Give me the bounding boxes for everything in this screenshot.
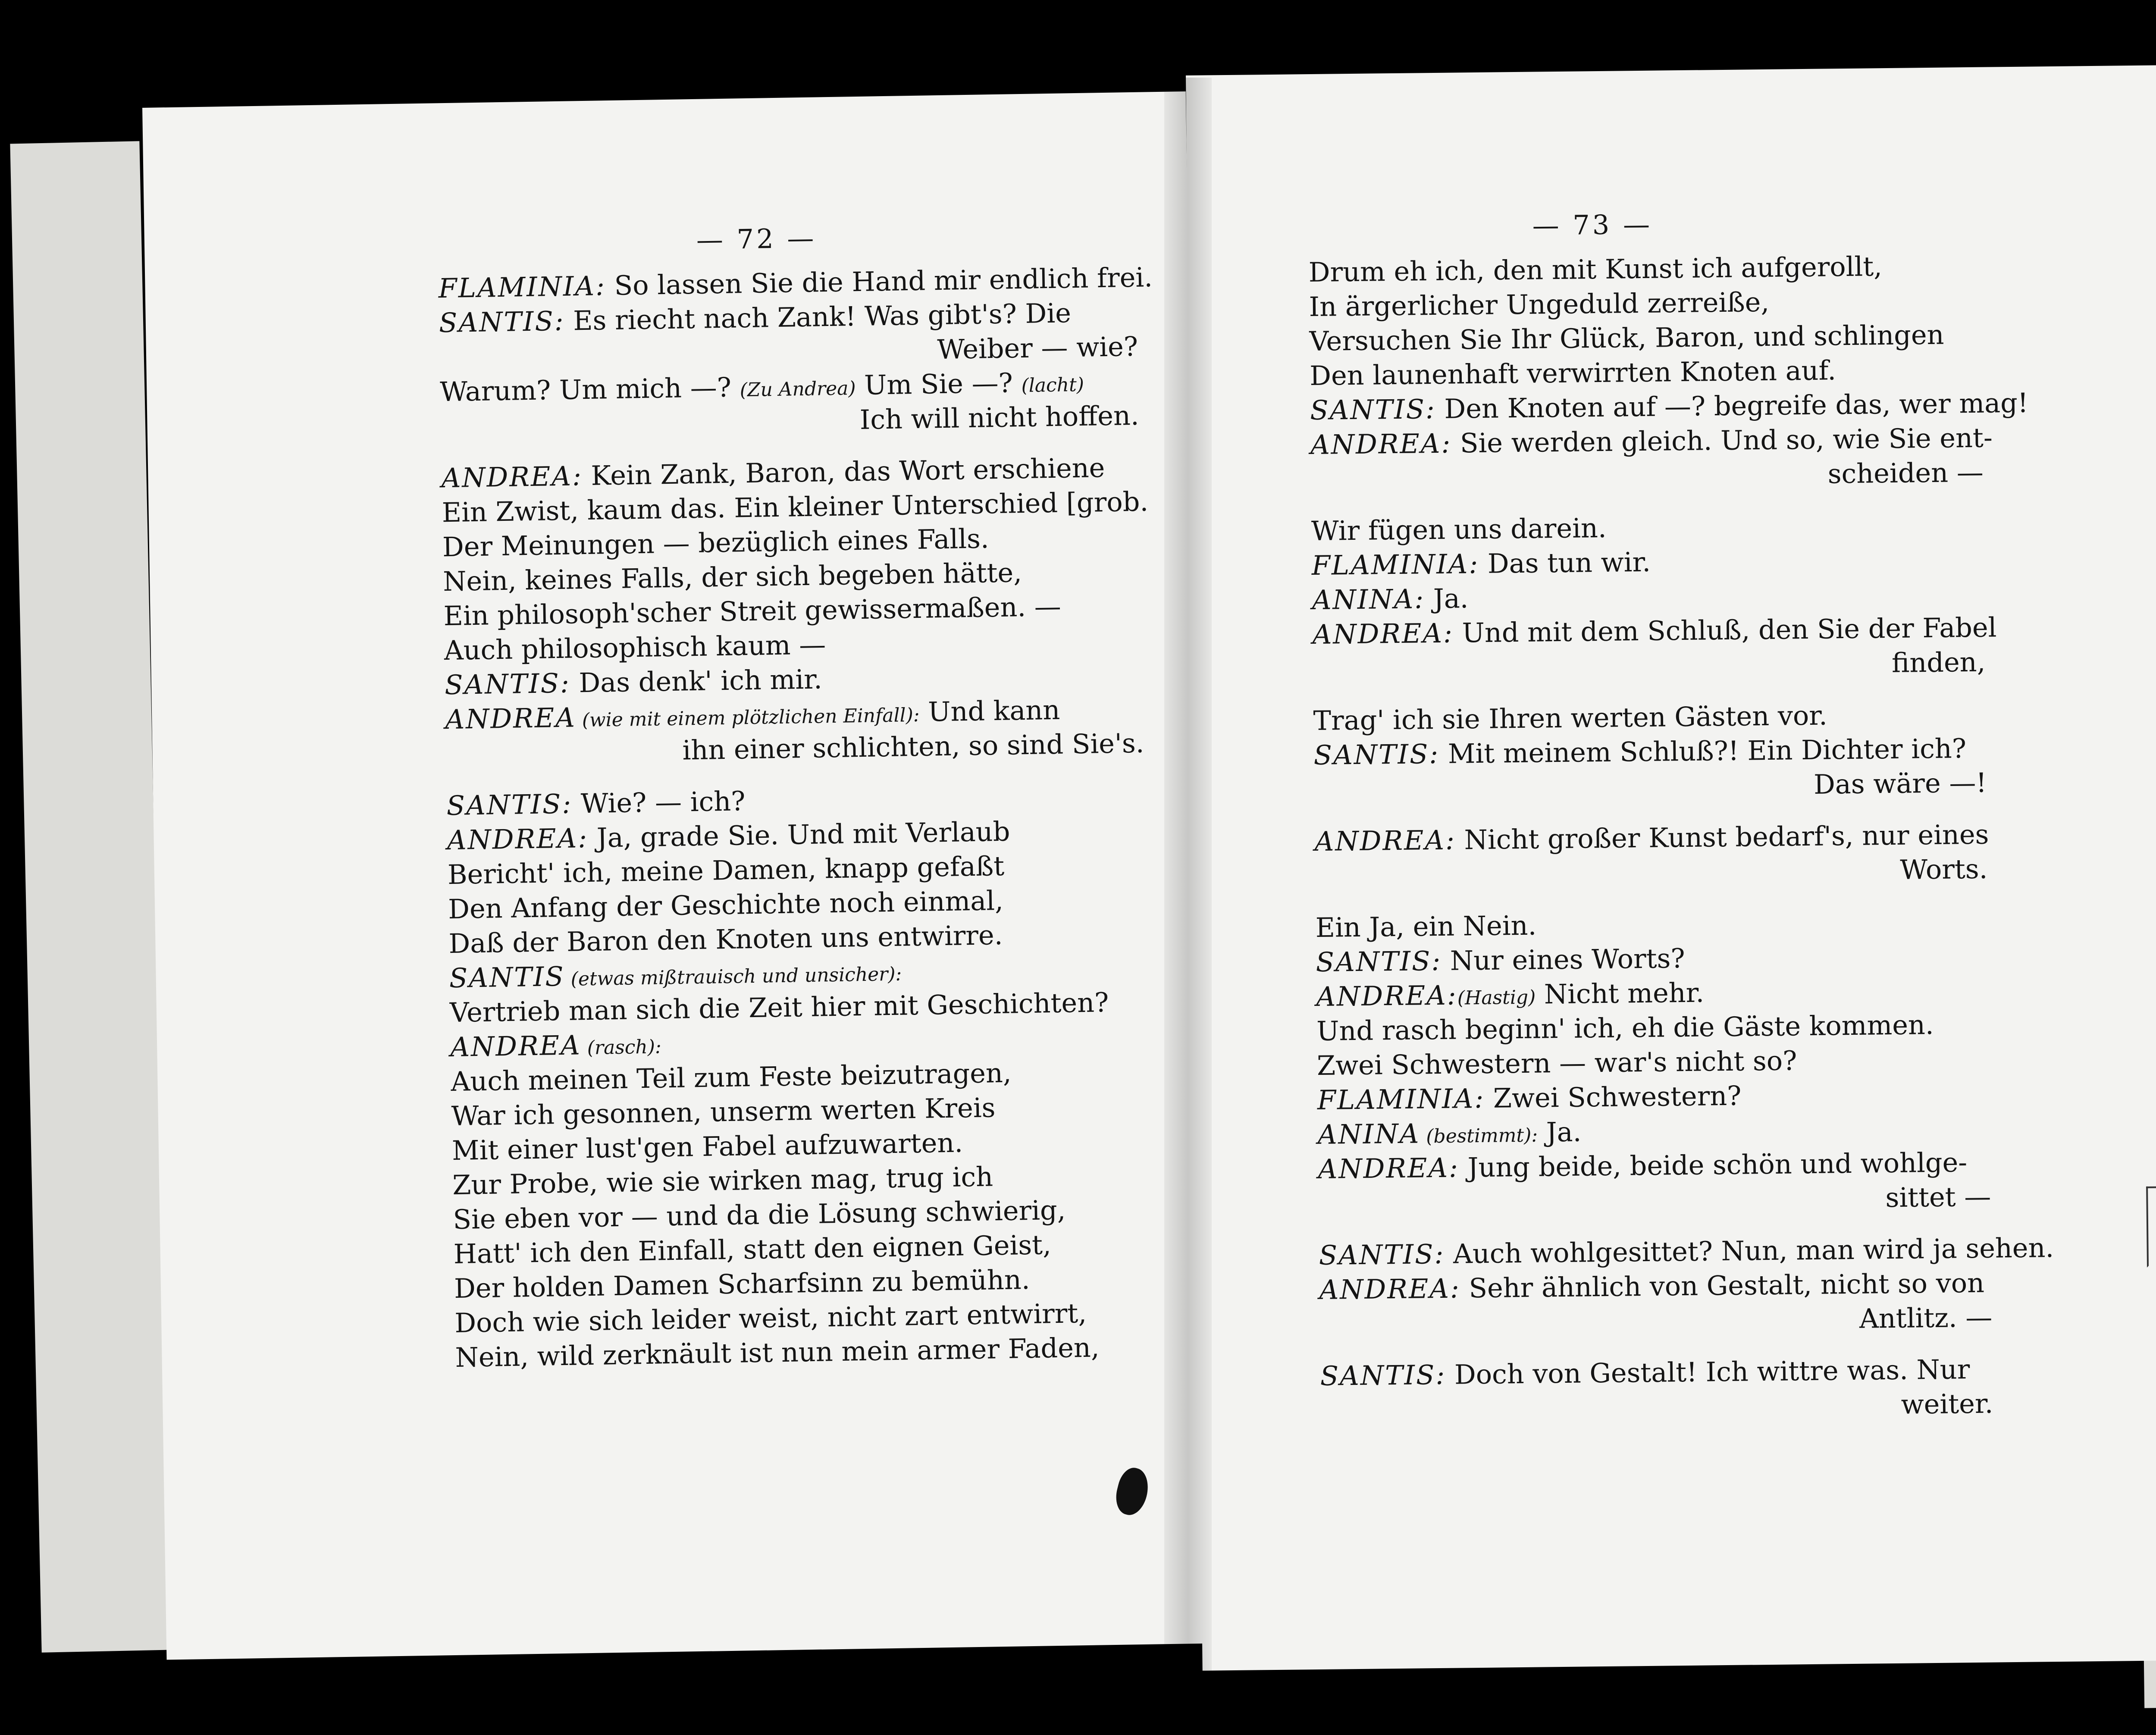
line-text: sittet — xyxy=(1885,1181,1991,1214)
line-text: Und rasch beginn' ich, eh die Gäste kommen. xyxy=(1316,1008,1934,1047)
line-text: Mit einer lust'gen Fabel aufzuwarten. xyxy=(451,1127,963,1167)
line-text: Der holden Damen Scharfsinn zu bemühn. xyxy=(454,1264,1031,1304)
left-page xyxy=(142,91,1210,1660)
page-number-72: — 72 — xyxy=(696,222,817,256)
left-page-text xyxy=(438,260,1154,1375)
line-text: Um Sie —? xyxy=(855,367,1022,401)
line-text: Ich will nicht hoffen. xyxy=(859,399,1140,435)
line-text: Zwei Schwestern? xyxy=(1484,1080,1742,1114)
line-text: Zwei Schwestern — war's nicht so? xyxy=(1316,1045,1797,1081)
speaker-name: ANDREA: xyxy=(1318,1152,1460,1185)
speaker-name: SANTIS: xyxy=(444,667,571,701)
line-text: Nur eines Worts? xyxy=(1441,942,1685,977)
line-text: Und kann xyxy=(919,694,1060,728)
text-line xyxy=(1320,1387,1993,1428)
speaker-name: ANINA: xyxy=(1312,583,1425,616)
speaker-name: FLAMINIA: xyxy=(1317,1082,1485,1116)
line-text: Das denk' ich mir. xyxy=(570,663,823,699)
speaker-name: ANDREA xyxy=(450,1029,582,1063)
line-text: Sehr ähnlich von Gestalt, nicht so von xyxy=(1460,1267,1985,1304)
line-text: Nicht großer Kunst bedarf's, nur eines xyxy=(1455,818,1989,856)
line-text: Ein philosoph'scher Streit gewissermaßen. — xyxy=(443,590,1062,632)
line-text: Ja, grade Sie. Und mit Verlaub xyxy=(588,815,1010,854)
right-page-text xyxy=(1308,248,2054,1428)
line-text: Auch wohlgesittet? Nun, man wird ja sehen. xyxy=(1444,1232,2054,1270)
line-text: Sie werden gleich. Und so, wie Sie ent- xyxy=(1451,422,1993,459)
speaker-name: SANTIS: xyxy=(1316,945,1442,978)
right-page xyxy=(1186,65,2156,1671)
text-line xyxy=(1310,455,1984,497)
speaker-name: FLAMINIA: xyxy=(438,270,606,304)
line-text: Ein Zwist, kaum das. Ein kleiner Unterschied [grob. xyxy=(442,485,1149,529)
line-text: scheiden — xyxy=(1827,456,1984,490)
speaker-name: ANINA xyxy=(1317,1118,1420,1150)
speaker-name: ANDREA: xyxy=(1312,617,1454,650)
speaker-name: SANTIS: xyxy=(1313,738,1440,771)
line-text: Das wäre —! xyxy=(1813,767,1987,800)
line-text: Ja. xyxy=(1424,583,1469,615)
line-text: Trag' ich sie Ihren werten Gästen vor. xyxy=(1313,699,1828,736)
line-text: ihn einer schlichten, so sind Sie's. xyxy=(682,727,1144,766)
line-text: Den Anfang der Geschichte noch einmal, xyxy=(448,884,1004,925)
stage-direction: (rasch): xyxy=(581,1036,662,1059)
line-text: Auch meinen Teil zum Feste beizutragen, xyxy=(450,1057,1012,1098)
line-text: In ärgerlicher Ungeduld zerreiße, xyxy=(1309,286,1770,323)
book-gutter xyxy=(1164,78,1212,1673)
stage-direction: (wie mit einem plötzlichen Einfall): xyxy=(576,704,920,732)
line-text: Jung beide, beide schön und wohlge- xyxy=(1459,1146,1968,1184)
line-text: Den launenhaft verwirrten Knoten auf. xyxy=(1309,354,1836,392)
text-line xyxy=(1312,611,1997,652)
text-line xyxy=(1308,248,1981,290)
line-text: Daß der Baron den Knoten uns entwirre. xyxy=(448,919,1003,960)
speaker-name: ANDREA: xyxy=(447,822,589,856)
line-text: Mit meinem Schluß?! Ein Dichter ich? xyxy=(1439,733,1967,770)
speaker-name: ANDREA: xyxy=(1310,427,1452,461)
speaker-name: ANDREA xyxy=(445,702,577,736)
speaker-name: SANTIS xyxy=(449,960,565,994)
stage-direction: (bestimmt): xyxy=(1420,1124,1538,1148)
speaker-name: SANTIS: xyxy=(446,788,573,822)
line-text: Nein, keines Falls, der sich begeben hätte, xyxy=(442,557,1022,598)
line-text: Es riecht nach Zank! Was gibt's? Die xyxy=(564,297,1072,337)
page-number-73: — 73 — xyxy=(1532,208,1653,241)
line-text: Hatt' ich den Einfall, statt den eignen Geist, xyxy=(453,1229,1052,1270)
speaker-name: ANDREA: xyxy=(1319,1272,1461,1306)
stage-direction: (Zu Andrea) xyxy=(740,377,856,401)
line-text: Das tun wir. xyxy=(1479,546,1651,579)
ink-blot xyxy=(1112,1465,1153,1518)
line-text: Bericht' ich, meine Damen, knapp gefaßt xyxy=(447,850,1005,891)
text-line xyxy=(1316,1007,1990,1049)
line-text: Weiber — wie? xyxy=(937,330,1138,366)
speaker-name: ANDREA: xyxy=(1316,979,1458,1012)
line-text: War ich gesonnen, unserm werten Kreis xyxy=(451,1092,996,1132)
line-text: Drum eh ich, den mit Kunst ich aufgerollt, xyxy=(1308,251,1883,288)
line-text: Wir fügen uns darein. xyxy=(1311,512,1607,547)
text-line xyxy=(1320,1352,1993,1394)
text-line xyxy=(1318,1180,1991,1221)
line-text: finden, xyxy=(1891,646,1986,679)
line-text: Antlitz. — xyxy=(1859,1301,1993,1334)
line-text: So lassen Sie die Hand mir endlich frei. xyxy=(605,261,1153,302)
stage-direction: (etwas mißtrauisch und unsicher): xyxy=(564,963,902,990)
stage-direction: (lacht) xyxy=(1021,373,1084,397)
line-text: Doch wie sich leider weist, nicht zart entwirrt, xyxy=(454,1297,1087,1339)
line-text: Warum? Um mich —? xyxy=(439,371,740,408)
line-text: Den Knoten auf —? begreife das, wer mag! xyxy=(1435,387,2029,425)
line-text: Nein, wild zerknäult ist nun mein armer Faden, xyxy=(455,1331,1100,1373)
line-text: Ja. xyxy=(1537,1116,1582,1148)
line-text: Sie eben vor — und da die Lösung schwierig, xyxy=(453,1194,1066,1235)
line-text: Zur Probe, wie sie wirken mag, trug ich xyxy=(452,1161,993,1201)
line-text: Auch philosophisch kaum — xyxy=(444,629,826,667)
line-text: Und mit dem Schluß, den Sie der Fabel xyxy=(1453,611,1997,649)
text-line xyxy=(1319,1300,1993,1342)
line-text: Der Meinungen — bezüglich eines Falls. xyxy=(442,523,990,563)
text-line xyxy=(1314,766,1987,807)
speaker-name: SANTIS: xyxy=(1320,1359,1446,1392)
stage-direction: (Hastig) xyxy=(1457,986,1536,1009)
margin-mark xyxy=(2146,1186,2156,1267)
text-line xyxy=(1309,317,1982,359)
speaker-name: SANTIS: xyxy=(439,305,565,339)
line-text: Worts. xyxy=(1900,853,1988,886)
line-text: Vertrieb man sich die Zeit hier mit Geschichten? xyxy=(449,987,1109,1029)
line-text: Doch von Gestalt! Ich wittre was. Nur xyxy=(1445,1353,1970,1391)
text-line xyxy=(1314,817,1987,859)
speaker-name: ANDREA: xyxy=(1314,824,1456,857)
line-text: Kein Zank, Baron, das Wort erschiene xyxy=(582,452,1105,492)
line-text: Ein Ja, ein Nein. xyxy=(1315,909,1537,943)
speaker-name: SANTIS: xyxy=(1310,393,1436,426)
speaker-name: FLAMINIA: xyxy=(1311,548,1479,582)
line-text: weiter. xyxy=(1901,1387,1993,1420)
line-text: Nicht mehr. xyxy=(1535,977,1705,1010)
speaker-name: SANTIS: xyxy=(1319,1238,1445,1271)
line-text: Wie? — ich? xyxy=(572,785,746,820)
speaker-name: ANDREA: xyxy=(441,460,583,494)
line-text: Versuchen Sie Ihr Glück, Baron, und schlingen xyxy=(1309,319,1944,357)
